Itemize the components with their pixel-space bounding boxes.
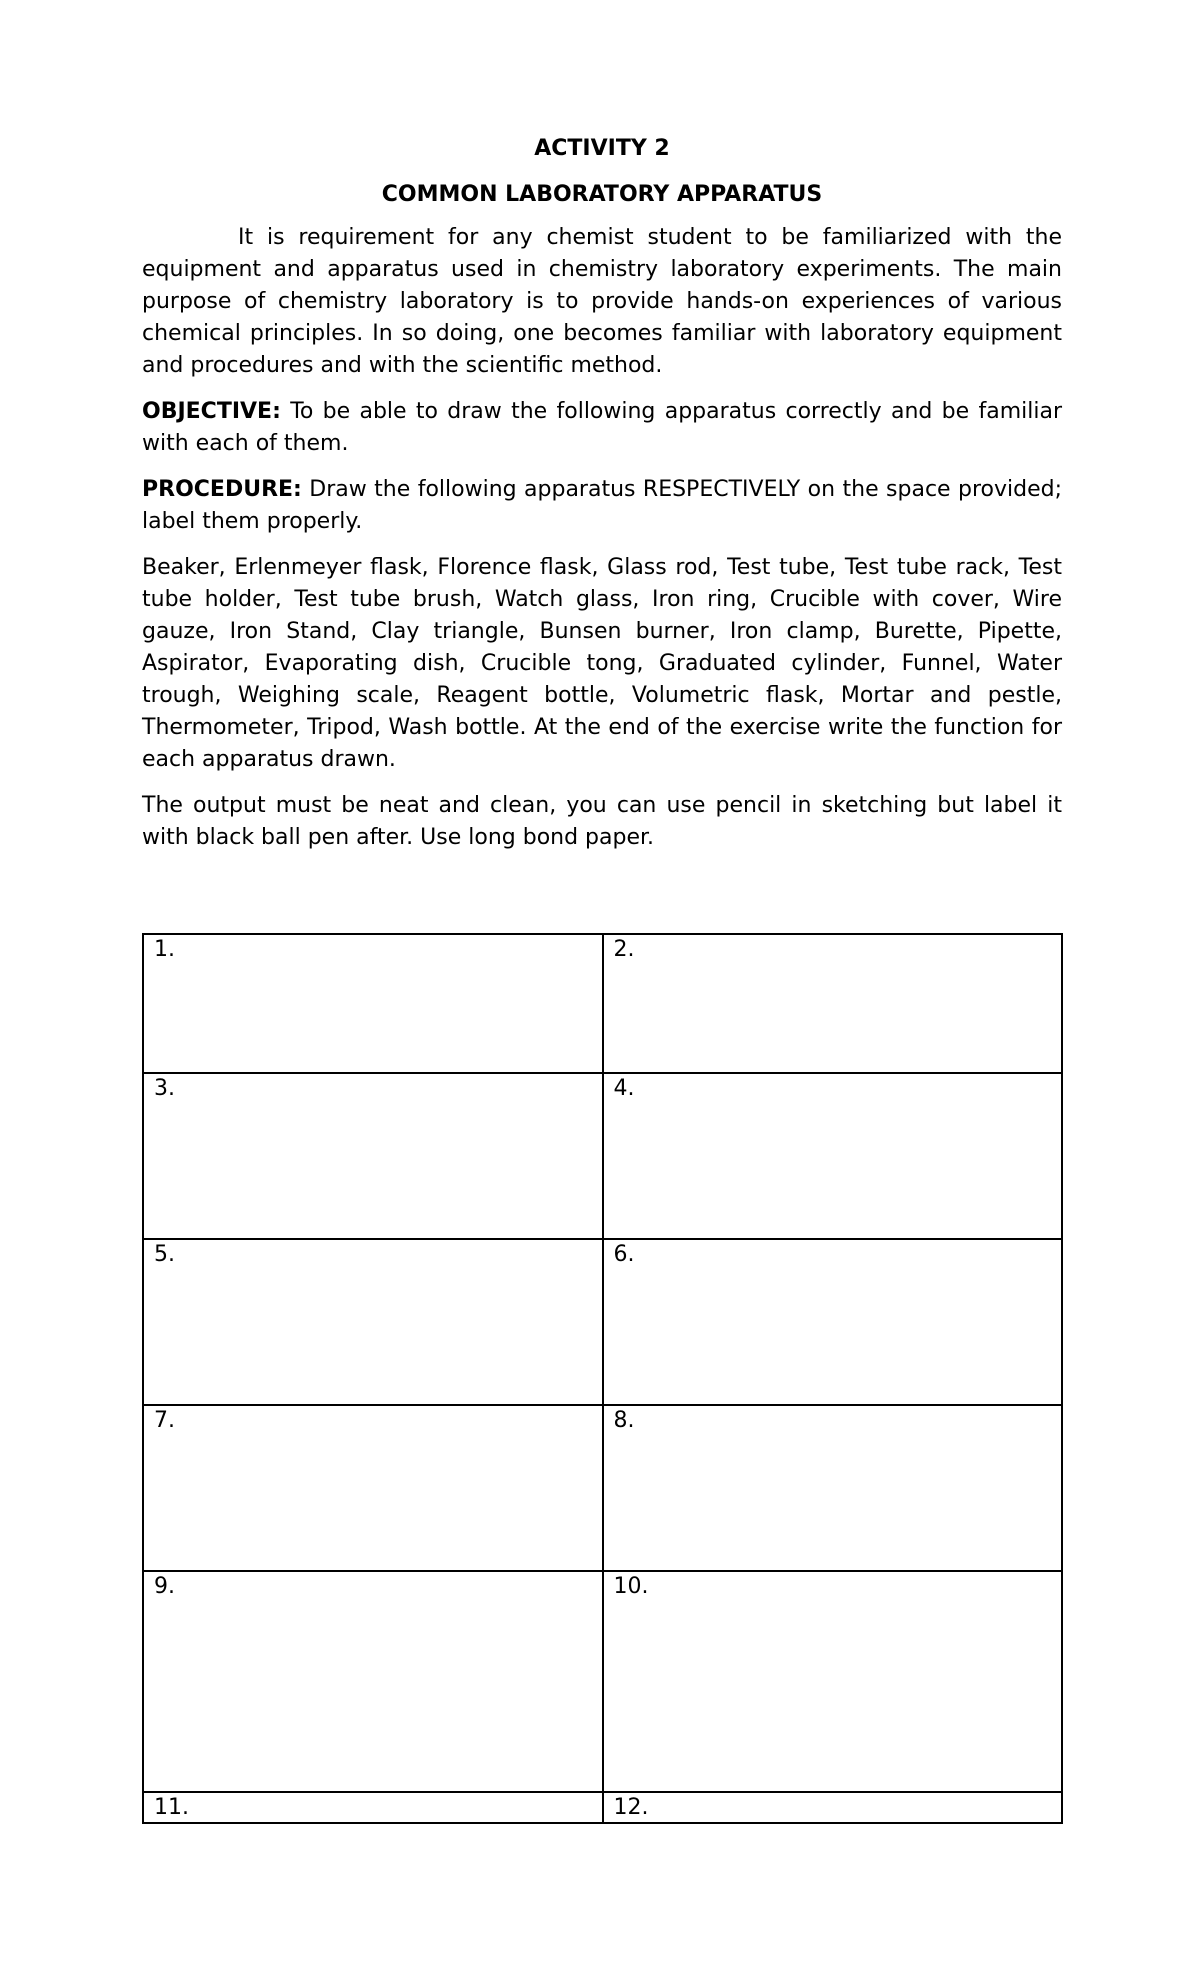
cell-number: 1.: [154, 937, 175, 962]
cell-number: 4.: [613, 1076, 635, 1101]
drawing-cell-9: [143, 1571, 603, 1792]
drawing-cell-3: [143, 1073, 603, 1239]
cell-number: 5.: [154, 1242, 175, 1267]
table-row: [143, 934, 1062, 1073]
table-row: [143, 1073, 1062, 1239]
drawing-cell-4: [603, 1073, 1063, 1239]
table-row: [143, 1792, 1062, 1823]
table-row: [143, 1571, 1062, 1792]
cell-number: 9.: [154, 1574, 175, 1599]
drawing-cell-2: [603, 934, 1063, 1073]
procedure-paragraph: [142, 474, 1062, 538]
activity-title: ACTIVITY 2: [534, 136, 670, 161]
apparatus-list-paragraph: Beaker, Erlenmeyer flask, Florence flask, Glass rod, Test tube, Test tube rack, Test tube holder, Test tube brush, Watch glass, Iron ring, Crucible with cover, Wire gauze, Iron Stand, Clay triangle, Bunsen burner, Iron clamp, Burette, Pipette, Aspirator, Evaporating dish, Crucible tong, Graduated cylinder, Funnel, Water trough, Weighing scale, Reagent bottle, Volumetric flask, Mortar and pestle, Thermometer, Tripod, Wash bottle. At the end of the exercise write the function for each apparatus drawn.: [142, 555, 1062, 772]
cell-number: 6.: [613, 1242, 635, 1267]
drawing-cell-8: [603, 1405, 1063, 1571]
document-page: [142, 134, 1062, 868]
cell-number: 10.: [613, 1574, 649, 1599]
objective-label: OBJECTIVE:: [142, 399, 281, 424]
activity-subtitle: COMMON LABORATORY APPARATUS: [381, 182, 823, 207]
cell-number: 7.: [154, 1408, 175, 1433]
drawing-cell-11: [143, 1792, 603, 1823]
procedure-label: PROCEDURE:: [142, 477, 302, 502]
cell-number: 8.: [613, 1408, 635, 1433]
cell-number: 11.: [154, 1795, 189, 1820]
objective-text: To be able to draw the following apparatus correctly and be familiar with each of them.: [142, 399, 1062, 456]
procedure-text: Draw the following apparatus RESPECTIVELY on the space provided; label them properly.: [142, 477, 1062, 534]
drawing-grid-table: [142, 933, 1063, 1824]
table-row: [143, 1405, 1062, 1571]
drawing-cell-1: [143, 934, 603, 1073]
cell-number: 2.: [613, 937, 635, 962]
drawing-cell-6: [603, 1239, 1063, 1405]
intro-paragraph: It is requirement for any chemist student to be familiarized with the equipment and apparatus used in chemistry laboratory experiments. The main purpose of chemistry laboratory is to provide hands-on experiences of various chemical principles. In so doing, one becomes familiar with laboratory equipment and procedures and with the scientific method.: [142, 225, 1062, 378]
drawing-cell-5: [143, 1239, 603, 1405]
drawing-cell-12: [603, 1792, 1063, 1823]
objective-paragraph: [142, 396, 1062, 460]
drawing-cell-7: [143, 1405, 603, 1571]
drawing-cell-10: [603, 1571, 1063, 1792]
output-note-paragraph: The output must be neat and clean, you can use pencil in sketching but label it with black ball pen after. Use long bond paper.: [142, 793, 1062, 850]
cell-number: 3.: [154, 1076, 175, 1101]
cell-number: 12.: [613, 1795, 649, 1820]
table-row: [143, 1239, 1062, 1405]
